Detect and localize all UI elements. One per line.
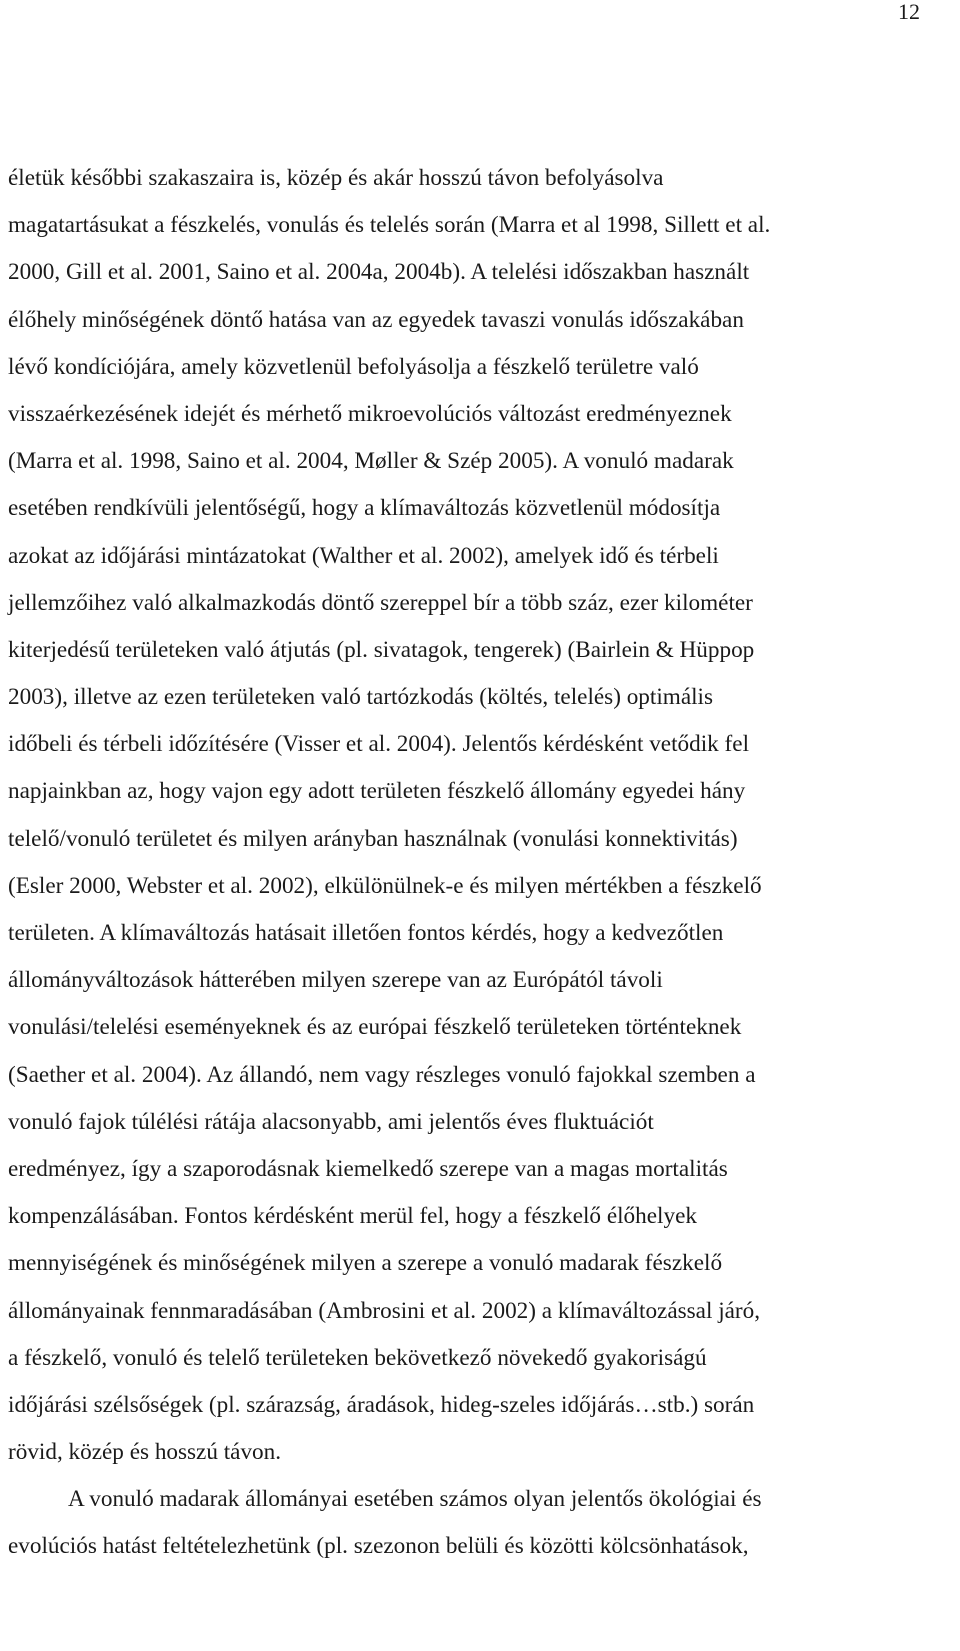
text-line: állományváltozások hátterében milyen szerepe van az Európától távoli bbox=[8, 967, 663, 994]
document-body bbox=[8, 155, 918, 1571]
text-line: napjainkban az, hogy vajon egy adott területen fészkelő állomány egyedei hány bbox=[8, 778, 746, 805]
text-line: magatartásukat a fészkelés, vonulás és telelés során (Marra et al 1998, Sillett et al. bbox=[8, 212, 771, 239]
text-line: kiterjedésű területeken való átjutás (pl. sivatagok, tengerek) (Bairlein & Hüppop bbox=[8, 636, 755, 663]
text-line: 2003), illetve az ezen területeken való tartózkodás (költés, telelés) optimális bbox=[8, 684, 714, 711]
page-number: 12 bbox=[898, 0, 920, 24]
text-line: vonulási/telelési eseményeknek és az európai fészkelő területeken történteknek bbox=[8, 1014, 742, 1041]
text-line: időbeli és térbeli időzítésére (Visser et al. 2004). Jelentős kérdésként vetődik fel bbox=[8, 731, 750, 758]
text-line: eredményez, így a szaporodásnak kiemelkedő szerepe van a magas mortalitás bbox=[8, 1155, 728, 1182]
text-line: állományainak fennmaradásában (Ambrosini et al. 2002) a klímaváltozással járó, bbox=[8, 1297, 761, 1324]
text-line: rövid, közép és hosszú távon. bbox=[8, 1439, 282, 1466]
text-line: területen. A klímaváltozás hatásait illetően fontos kérdés, hogy a kedvezőtlen bbox=[8, 920, 724, 946]
text-line: mennyiségének és minőségének milyen a szerepe a vonuló madarak fészkelő bbox=[8, 1250, 723, 1277]
paragraph bbox=[8, 1476, 918, 1570]
text-line: azokat az időjárási mintázatokat (Walther et al. 2002), amelyek idő és térbeli bbox=[8, 542, 719, 569]
text-line: a fészkelő, vonuló és telelő területeken bekövetkező növekedő gyakoriságú bbox=[8, 1344, 707, 1371]
text-line: evolúciós hatást feltételezhetünk (pl. szezonon belüli és közötti kölcsönhatások, bbox=[8, 1533, 749, 1560]
text-line: (Marra et al. 1998, Saino et al. 2004, Møller & Szép 2005). A vonuló madarak bbox=[8, 448, 734, 475]
text-line: lévő kondíciójára, amely közvetlenül befolyásolja a fészkelő területre való bbox=[8, 353, 699, 380]
text-line: 2000, Gill et al. 2001, Saino et al. 2004a, 2004b). A telelési időszakban használt bbox=[8, 259, 750, 286]
text-line: vonuló fajok túlélési rátája alacsonyabb, ami jelentős éves fluktuációt bbox=[8, 1108, 654, 1135]
text-line: élőhely minőségének döntő hatása van az egyedek tavaszi vonulás időszakában bbox=[8, 306, 744, 333]
text-line: esetében rendkívüli jelentőségű, hogy a klímaváltozás közvetlenül módosítja bbox=[8, 495, 721, 522]
text-line: A vonuló madarak állományai esetében számos olyan jelentős ökológiai és bbox=[68, 1486, 762, 1513]
text-line: időjárási szélsőségek (pl. szárazság, áradások, hideg-szeles időjárás…stb.) során bbox=[8, 1391, 755, 1418]
paragraph bbox=[8, 155, 918, 1476]
text-line: jellemzőihez való alkalmazkodás döntő szereppel bír a több száz, ezer kilométer bbox=[8, 589, 753, 616]
text-line: (Esler 2000, Webster et al. 2002), elkülönülnek-e és milyen mértékben a fészkelő bbox=[8, 872, 762, 899]
text-line: kompenzálásában. Fontos kérdésként merül fel, hogy a fészkelő élőhelyek bbox=[8, 1203, 697, 1230]
text-line: telelő/vonuló területet és milyen arányban használnak (vonulási konnektivitás) bbox=[8, 825, 738, 852]
text-line: (Saether et al. 2004). Az állandó, nem vagy részleges vonuló fajokkal szemben a bbox=[8, 1061, 756, 1088]
text-line: életük későbbi szakaszaira is, közép és akár hosszú távon befolyásolva bbox=[8, 165, 664, 191]
text-line: visszaérkezésének idejét és mérhető mikroevolúciós változást eredményeznek bbox=[8, 400, 732, 427]
